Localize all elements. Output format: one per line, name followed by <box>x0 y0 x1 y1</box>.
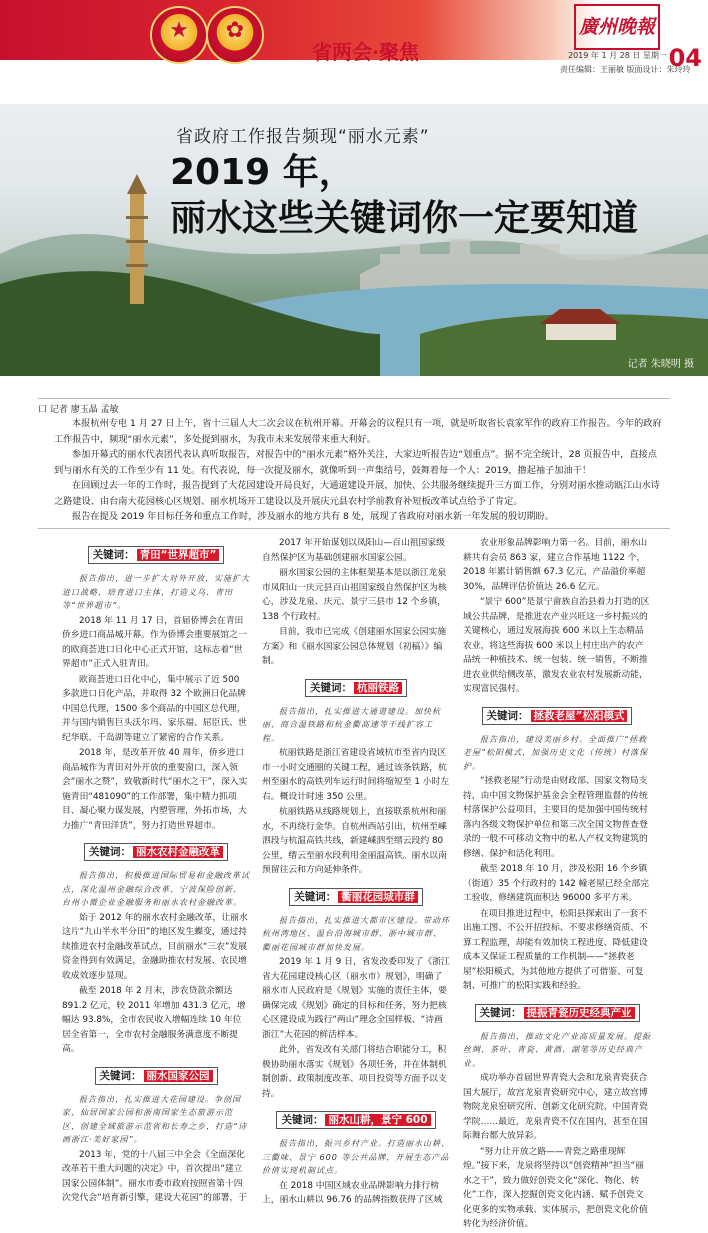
text-column-1 <box>62 536 250 1207</box>
keyword-heading <box>262 888 450 906</box>
keyword-box <box>305 679 407 697</box>
keyword-box <box>482 707 633 725</box>
article-paragraph: 在 2018 中国区域农业品牌影响力排行榜上，丽水山耕以 96.76 的品牌指数获得了区域 <box>262 1180 443 1205</box>
keyword-label: 关键词： <box>281 1114 324 1126</box>
article-paragraph: 截至 2018 年 10 月，涉及松阳 16 个乡镇（街道）35 个行政村的 142 幢老屋已经全部完工验收，修缮建筑面积达 96000 多平方米。 <box>463 864 649 903</box>
report-excerpt: 报告指出，建设美丽乡村。全面推广“拯救老屋”松阳模式，加强历史文化（传统）村落保护。 <box>463 734 649 771</box>
report-excerpt: 报告指出，扎实推进大通道建设。加快杭丽、商合温铁路和杭金衢高速等干线扩容工程。 <box>262 706 441 743</box>
keyword-term: 杭丽铁路 <box>354 682 402 694</box>
article-paragraph: 2019 年 1 月 9 日，省发改委印发了《浙江省大花园建设核心区（丽水市）规划》，明确了丽水市人民政府是《规划》实施的责任主体，要确保完成《规划》确定的目标和任务，努力把核心区建设成为践行“两山”理念全国样板、“诗画浙江”大花园的鲜活样本。 <box>262 957 450 1040</box>
keyword-box <box>475 1004 640 1022</box>
keyword-term: 丽水国家公园 <box>144 1070 213 1082</box>
masthead-banner <box>0 0 600 60</box>
keyword-heading <box>262 679 450 697</box>
report-excerpt: 报告指出，扎实推进大都市区建设。带动环杭州湾地区、温台沿海城市群、浙中城市群、衢丽花园城市群加快发展。 <box>262 915 450 952</box>
keyword-term: 衢丽花园城市群 <box>338 891 418 903</box>
article-paragraph: 2017 年开始谋划以凤阳山—百山祖国家级自然保护区为基础创建丽水国家公园。 <box>262 538 445 563</box>
keyword-label: 关键词： <box>310 681 352 694</box>
article-paragraph: 成功举办首届世界青瓷大会和龙泉青瓷获合国大展厅，故宫龙泉青瓷研究中心，建立故宫博物院龙泉窑研究所、创新文化研究院、中国青瓷学院……最近，龙泉青瓷不仅在国内，甚至在国际舞台都大放异彩。 <box>463 1073 648 1141</box>
newspaper-logo: 廣州晚報 <box>574 4 660 50</box>
keyword-box <box>289 888 423 906</box>
keyword-box <box>95 1067 218 1085</box>
keyword-label: 关键词： <box>479 1006 522 1019</box>
article-paragraph: 在项目推进过程中，松阳县探索出了一套不出施工图、不公开招投标、不要求修缮资质、不算工程监理，却能有效加快工程进度、降低建设成本又保证工程质量的工作机制——“拯救老屋”松阳模式，为其他地方提供了可借鉴、可复制、可推广的松阳实践和经验。 <box>463 908 648 991</box>
page-number: 04 <box>668 44 702 72</box>
article-paragraph: 农业形象品牌影响力第一名。目前，丽水山耕共有会员 863 家，建立合作基地 1122 个，2018 年累计销售额 67.3 亿元，产品溢价率超 30%，品牌评估价值达 26.6 亿元。 <box>463 538 648 592</box>
keyword-label: 关键词： <box>294 890 337 903</box>
keyword-term: 提振青瓷历史经典产业 <box>524 1007 635 1019</box>
intro-paragraph: 本报杭州专电 1 月 27 日上午，省十三届人大二次会议在杭州开幕。开幕会的议程只有一项，就是听取省长袁家军作的政府工作报告。今年的政府工作报告中，频现“丽水元素”，多处提到丽水，为我市未来发展带来重大利好。 <box>54 418 662 445</box>
keyword-label: 关键词： <box>486 709 529 722</box>
report-excerpt: 报告指出，积极推进国际贸易和金融改革试点，深化温州金融综合改革、宁波保险创新、台州小微企业金融服务和丽水农村金融改革。 <box>62 871 250 907</box>
intro-paragraph: 在回顾过去一年的工作时，报告提到了大花园建设开局良好，大通道建设开展，加快、公共服务继续提升三方面工作，分别对丽水推动瓯江山水诗之路建设、由台南大花园核心区规划、丽水机场开工建设以及开展庆元县农村学前教育补短板改革试点给予了肯定。 <box>54 480 660 507</box>
article-paragraph: 此外，省发改有关部门将结合职能分工，积极协助丽水落实《规划》各项任务，并在体制机制创新、政策制度改革、项目投资等方面予以支持。 <box>262 1045 447 1099</box>
keyword-heading <box>262 1111 450 1129</box>
keyword-term: 丽水农村金融改革 <box>133 846 223 858</box>
report-excerpt: 报告指出，推动文化产业高质量发展。提振丝绸、茶叶、青瓷、黄酒、湖笔等历史经典产业。 <box>463 1031 651 1068</box>
keyword-heading <box>463 707 651 725</box>
report-excerpt: 报告指出，扎实推进大花园建设。争创国家、仙居国家公园和浙南国家生态旅游示范区，创建全域旅游示范省和长寿之乡，打造“诗画浙江·美好家园”。 <box>62 1094 248 1144</box>
keyword-box <box>88 546 225 564</box>
keyword-heading <box>62 843 250 861</box>
intro-paragraph: 参加开幕式的丽水代表团代表认真听取报告，对报告中的“丽水元素”格外关注，大家边听报告边“划重点”。据不完全统计，28 页报告中，直接点到与丽水有关的工作至少有 11 处。有代表说，每一次提及丽水，就像听到一声集结号，鼓舞着每一个人：2019，撸起袖子加油干！ <box>54 449 657 476</box>
article-paragraph: 目前，我市已完成《创建丽水国家公园实施方案》和《丽水国家公园总体规划（初稿）》编制。 <box>262 627 447 666</box>
article-paragraph: 2018 年 11 月 17 日，首届侨博会在青田侨乡进口商品城开幕。作为侨博会重要展馆之一的欧商荟进口日化中心正式开馆，这标志着“世界超市”正式入驻青田。 <box>62 615 247 669</box>
keyword-label: 关键词： <box>89 846 131 858</box>
keyword-term: 拯救老屋”松阳模式 <box>531 710 628 722</box>
article-paragraph: 杭丽铁路从线路规划上，直接联系杭州和丽水，不再绕行金华。自杭州西站引出，杭州至嵊泗段与杭温高铁共线，新建嵊泗至缙云段约 80 公里，缙云至丽水段利用金丽温高铁。丽水以南预留往云和方向延伸条件。 <box>262 807 447 875</box>
article-paragraph: “努力让开放之路——青瓷之路重现辉煌。”接下来，龙泉将坚持以“创瓷精神”担当“丽水之干”，致力做好创瓷文化“深化、物化、转化”工作，深入挖掘创瓷文化内涵、赋予创瓷文化更多的实物承载、实体展示，把创瓷文化价值转化为经济价值。 <box>463 1146 648 1229</box>
keyword-label: 关键词： <box>92 549 135 561</box>
text-column-2 <box>262 536 450 1209</box>
national-emblem-icon: ★ <box>150 6 208 64</box>
divider <box>38 398 670 399</box>
cppcc-emblem-icon: ✿ <box>206 6 264 64</box>
keyword-term: 青田“世界超市” <box>137 549 220 561</box>
keyword-box <box>84 843 228 861</box>
editor-credits: 责任编辑：王丽敏 版面设计：朱玲玲 <box>560 65 691 74</box>
keyword-term: 丽水山耕，景宁 600 <box>325 1114 430 1126</box>
intro-text <box>54 416 666 525</box>
headline-kicker: 省政府工作报告频现“丽水元素” <box>176 127 430 147</box>
keyword-label: 关键词： <box>99 1069 142 1082</box>
article-paragraph: 杭丽铁路是浙江省建设省域杭市至省内设区市一小时交通圈的关键工程，通过该条铁路，杭州至丽水的高铁列车运行时间将缩短至 1 小时左右。概设计时速 350 公里。 <box>262 748 450 802</box>
report-excerpt: 报告指出，振兴乡村产业。打造丽水山耕、三衢味、景宁 600 等公共品牌，开展生态产品价值实现机制试点。 <box>262 1139 450 1175</box>
photo-credit: 记者 朱晓明 摄 <box>627 359 694 370</box>
section-title: 省两会·聚焦 <box>312 40 419 64</box>
byline: 口 记者 廖玉晶 孟敏 <box>38 405 119 415</box>
article-paragraph: 始于 2012 年的丽水农村金融改革，让丽水这片“九山半水半分田”的地区发生蝶变，通过持续推进农村金融改革试点，目前丽水“三农”发展资金得到有效满足，金融助推农村发展、农民增收成效逐步显现。 <box>62 912 248 981</box>
keyword-heading <box>62 546 250 564</box>
keyword-box <box>276 1111 435 1129</box>
hero-photo <box>0 104 708 376</box>
article-paragraph: 截至 2018 年 2 月末，涉农贷款余额达 891.2 亿元，较 2011 年增加 431.3 亿元，增幅达 93.8%，全市农民收入增幅连续 10 年位居全省第一，全市农村金融服务满意度不断提高。 <box>62 986 246 1054</box>
divider <box>38 528 670 529</box>
issue-date: 2019 年 1 月 28 日 星期一 <box>568 51 667 60</box>
article-paragraph: “拯救老屋”行动是由财政部、国家文物局支持，由中国文物保护基金会全程管理监督的传统村落保护公益项目，主要目的是加强中国传统村落内各级文物保护单位和第三次全国文物普查登录的一般不可移动文物中的私人产权文物建筑的修缮、保护和活化利用。 <box>463 776 648 859</box>
article-paragraph: 2013 年，党的十八届三中全会《全面深化改革若干重大问题的决定》中，首次提出“建立国家公园体制”。丽水市委市政府按照省第十四次党代会“培育新引擎，建设大花园”的部署，于 <box>62 1149 248 1203</box>
article-paragraph: 2018 年，是改革开放 40 周年，侨乡进口商品城作为青田对外开放的重要窗口，深入领会“丽水之赞”，致敬新时代“丽水之干”，深入实施青田“481090”的工作部署，集中精力抓项目、凝心聚力谋发展，内塑管理，外拓市场，大力推广“青田洋货”，努力打造世界超市。 <box>62 748 248 831</box>
keyword-heading <box>463 1004 651 1022</box>
article-paragraph: 欧商荟进口日化中心，集中展示了近 500 多款进口日化产品，并取得 32 个欧洲日化品牌中国总代理，1500 多个商品的中国区总代理，并与国内销售巨头沃尔玛、家乐福、屈臣氏、世纪华联、千岛湖等建立了紧密的合作关系。 <box>62 674 247 743</box>
report-excerpt: 报告指出，进一步扩大对外开放，实施扩大进口战略，培育进口主体，打造义乌、青田等“世界超市”。 <box>62 574 250 610</box>
intro-paragraph: 报告在提及 2019 年目标任务和重点工作时，涉及丽水的地方共有 8 处，展现了省政府对丽水新一年发展的殷切期盼。 <box>72 511 554 522</box>
keyword-heading <box>62 1067 250 1085</box>
text-column-3 <box>463 536 651 1233</box>
masthead <box>0 0 708 86</box>
article-paragraph: “景宁 600”是景宁畲族自治县着力打造的区域公共品牌，是推进农产业兴旺这一乡村振兴的关键核心，通过发展海拔 600 米以上生态精品农业，将这些海拔 600 米以上村庄出产的农产品统一种植技术、统一包装、统一销售，不断推进农业供给侧改革，激发农业农村发展新动能，实现富民强村。 <box>463 597 650 694</box>
headline: 2019 年， 丽水这些关键词你一定要知道 <box>170 152 639 239</box>
article-paragraph: 丽水国家公园的主体框架基本是以浙江龙泉市凤阳山一庆元县百山祖国家级自然保护区为核心，涉及龙泉、庆元、景宁三县市 12 个乡镇，138 个行政村。 <box>262 568 447 622</box>
